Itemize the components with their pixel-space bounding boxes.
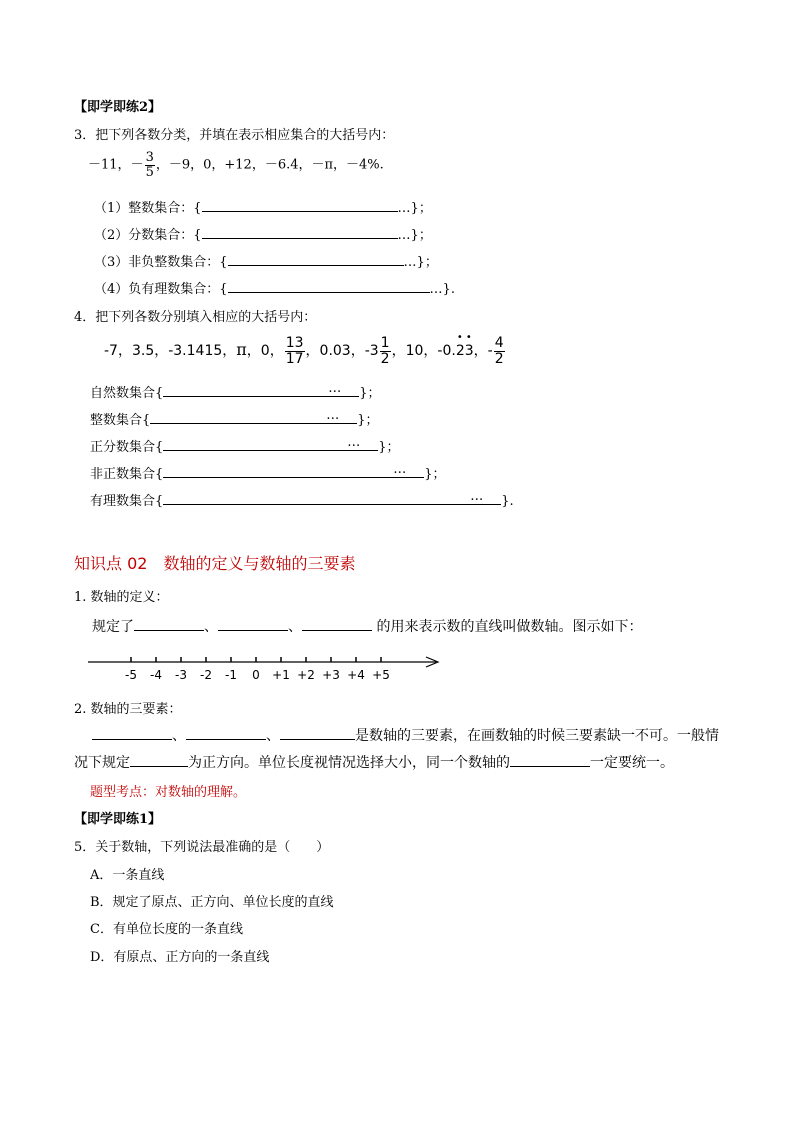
separator: 、 <box>172 728 186 744</box>
answer-blank[interactable] <box>218 618 288 631</box>
answer-blank[interactable] <box>302 618 372 631</box>
question-3-numbers <box>88 151 384 179</box>
answer-blank[interactable] <box>130 754 188 767</box>
frac-numerator: 1 <box>380 335 390 351</box>
set-label: 非正数集合{ <box>90 467 164 482</box>
numbers-part-a: －11， <box>88 157 131 173</box>
answer-blank[interactable] <box>134 618 204 631</box>
answer-blank[interactable] <box>280 727 355 740</box>
repeating-digits: 23 <box>455 343 474 360</box>
axis-tick-label: +3 <box>322 668 340 682</box>
def-text: 的用来表示数的直线叫做数轴。图示如下： <box>376 619 643 635</box>
question-3-stem: 3．把下列各数分类，并填在表示相应集合的大括号内： <box>74 128 395 143</box>
set-end: }； <box>357 413 379 428</box>
numbers-part-b: ，－9，0，+12，－6.4，－π，－4%. <box>155 157 384 173</box>
three-text: 为正方向。单位长度视情况选择大小，同一个数轴的 <box>188 755 510 771</box>
three-text: 是数轴的三要素，在画数轴的时候三要素缺一不可。一般情 <box>355 728 719 744</box>
answer-blank[interactable] <box>510 754 590 767</box>
set-line-nonneg-integer <box>94 251 438 270</box>
separator: 、 <box>204 619 218 635</box>
numbers-part: ，- <box>473 343 493 360</box>
set-end: }； <box>424 467 446 482</box>
set-label: 正分数集合{ <box>90 440 164 455</box>
answer-blank[interactable] <box>92 727 172 740</box>
set-end: }； <box>378 440 400 455</box>
repeat-dots: • • <box>456 332 472 344</box>
practice-title: 【即学即练1】 <box>74 812 162 827</box>
frac-denominator: 5 <box>145 164 154 180</box>
fraction-4-2 <box>494 336 505 366</box>
frac-denominator: 2 <box>494 350 504 367</box>
frac-numerator: 3 <box>145 150 154 165</box>
answer-blank[interactable] <box>228 280 430 293</box>
axis-tick-label: 0 <box>252 668 260 682</box>
set-line-integer <box>94 197 432 216</box>
three-elements-title: 2. 数轴的三要素： <box>74 702 182 717</box>
three-elements-line-1 <box>92 725 719 745</box>
set-label: 整数集合{ <box>90 413 151 428</box>
answer-blank[interactable] <box>228 253 404 266</box>
axis-tick-label: -4 <box>150 668 162 682</box>
set-end: }； <box>359 386 381 401</box>
answer-blank[interactable] <box>163 435 378 451</box>
ellipsis: … <box>470 489 484 504</box>
exam-point: 题型考点：对数轴的理解。 <box>90 785 247 800</box>
practice-title: 【即学即练2】 <box>74 100 162 115</box>
separator: 、 <box>288 619 302 635</box>
option-b[interactable]: B．规定了原点、正方向、单位长度的直线 <box>90 895 334 910</box>
ellipsis: … <box>328 381 342 396</box>
axis-tick-label: +2 <box>297 668 315 682</box>
question-4-numbers <box>104 332 506 367</box>
separator: 、 <box>266 728 280 744</box>
set-line-rational <box>90 490 514 509</box>
set-line-fraction <box>94 224 432 243</box>
answer-blank[interactable] <box>150 408 357 424</box>
answer-blank[interactable] <box>163 489 501 505</box>
option-c[interactable]: C．有单位长度的一条直线 <box>90 922 243 937</box>
set-end: …}； <box>403 255 438 270</box>
axis-tick-label: +1 <box>272 668 290 682</box>
axis-tick-label: -3 <box>175 668 187 682</box>
set-line-neg-rational <box>94 278 455 297</box>
set-line-integer-2 <box>90 409 379 428</box>
set-label: （4）负有理数集合：{ <box>94 282 228 297</box>
set-end: …}； <box>397 228 432 243</box>
fraction-13-17 <box>285 336 305 366</box>
ellipsis: … <box>347 435 361 450</box>
fraction-3-5 <box>145 151 155 179</box>
answer-blank[interactable] <box>163 381 359 397</box>
frac-numerator: 13 <box>285 335 304 351</box>
set-line-non-positive <box>90 463 446 482</box>
frac-numerator: 4 <box>494 335 504 351</box>
set-label: （3）非负整数集合：{ <box>94 255 228 270</box>
set-line-natural <box>90 382 381 401</box>
definition-line <box>92 616 642 636</box>
answer-blank[interactable] <box>202 226 398 239</box>
set-label: （1）整数集合：{ <box>94 201 202 216</box>
ellipsis: … <box>393 462 407 477</box>
def-text: 规定了 <box>92 619 134 635</box>
set-end: }. <box>501 494 514 509</box>
set-label: 自然数集合{ <box>90 386 164 401</box>
three-elements-line-2 <box>74 752 674 772</box>
frac-denominator: 2 <box>380 350 390 367</box>
section-heading: 知识点 02 数轴的定义与数轴的三要素 <box>74 554 356 573</box>
numbers-part: -7，3.5，-3.1415， <box>104 343 237 360</box>
question-5-stem: 5．关于数轴，下列说法最准确的是（ ） <box>74 840 330 855</box>
numbers-part: ，0.03，-3 <box>305 343 379 360</box>
three-text: 一定要统一。 <box>590 755 674 771</box>
option-a[interactable]: A．一条直线 <box>90 868 165 883</box>
number-line-diagram <box>86 652 446 686</box>
answer-blank[interactable] <box>186 727 266 740</box>
set-end: …}； <box>397 201 432 216</box>
answer-blank[interactable] <box>163 462 424 478</box>
set-label: （2）分数集合：{ <box>94 228 202 243</box>
pi-symbol: π <box>236 340 247 360</box>
axis-tick-label: -5 <box>125 668 137 682</box>
axis-tick-label: -1 <box>225 668 237 682</box>
axis-tick-label: -2 <box>200 668 212 682</box>
definition-title: 1. 数轴的定义： <box>74 590 169 605</box>
option-d[interactable]: D．有原点、正方向的一条直线 <box>90 950 270 965</box>
ellipsis: … <box>326 408 340 423</box>
axis-tick-label: +5 <box>372 668 390 682</box>
frac-sign: － <box>130 157 144 173</box>
answer-blank[interactable] <box>202 199 398 212</box>
set-end: …}. <box>429 282 455 297</box>
three-text: 况下规定 <box>74 755 130 771</box>
fraction-1-2 <box>380 336 391 366</box>
axis-tick-label: +4 <box>347 668 365 682</box>
set-line-positive-fraction <box>90 436 400 455</box>
frac-denominator: 17 <box>285 350 304 367</box>
repeating-decimal <box>455 332 474 360</box>
set-label: 有理数集合{ <box>90 494 164 509</box>
question-4-stem: 4．把下列各数分别填入相应的大括号内： <box>74 310 317 325</box>
numbers-part: ，10，-0. <box>391 343 456 360</box>
numbers-part: ，0， <box>246 343 284 360</box>
